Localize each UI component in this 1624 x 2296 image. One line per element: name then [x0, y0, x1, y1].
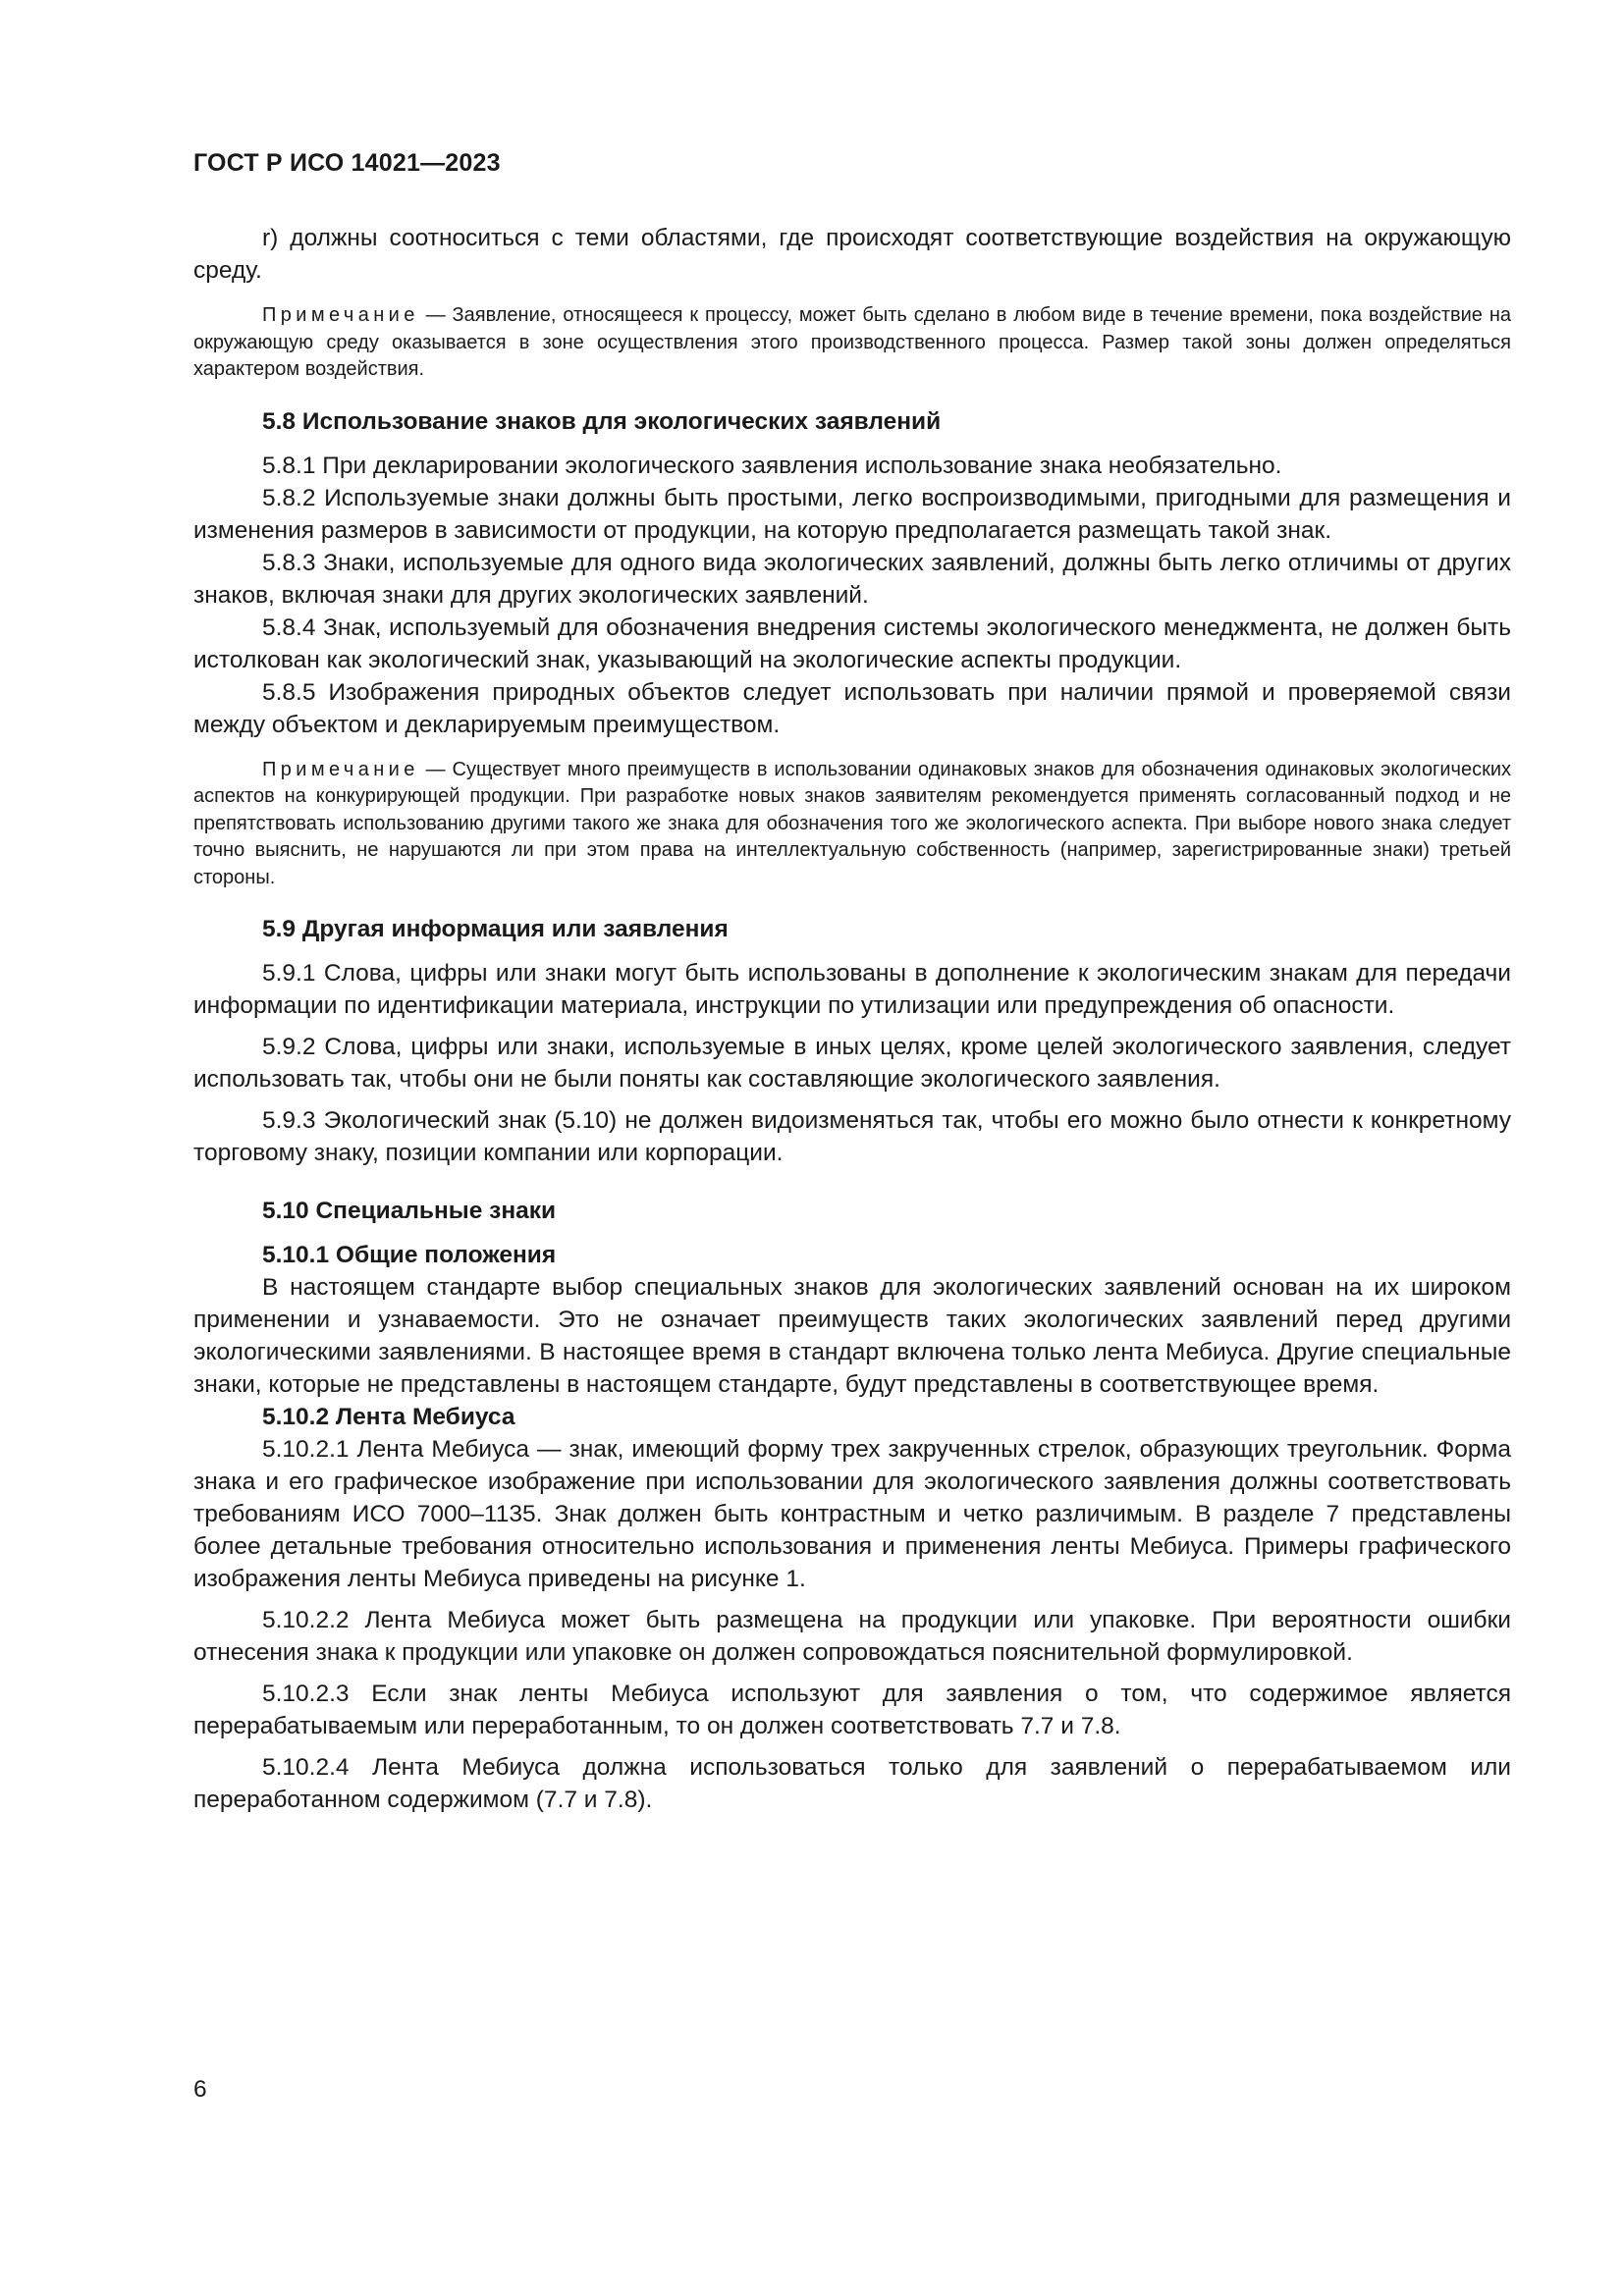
note-paragraph: [193, 757, 1511, 892]
clause-5-9-1: 5.9.1 Слова, цифры или знаки могут быть использованы в дополнение к экологическим знакам для передачи информации по идентификации материала, инструкции по утилизации или предупреждения об опасности.: [193, 960, 1511, 1019]
subsection-heading-5-10-2: 5.10.2 Лента Мебиуса: [262, 1404, 515, 1430]
clause-5-10-2-3: 5.10.2.3 Если знак ленты Мебиуса используют для заявления о том, что содержимое является перерабатываемым или переработанным, то он должен соответствовать 7.7 и 7.8.: [193, 1681, 1511, 1739]
section-heading-5-9: 5.9 Другая информация или заявления: [262, 916, 729, 942]
note-text: — Заявление, относящееся к процессу, может быть сделано в любом виде в течение времени, пока воздействие на окружающую среду оказывается в зоне осуществления этого производственного процесса. Размер такой зоны должен определяться характером воздействия.: [193, 304, 1511, 380]
section-heading-5-10: 5.10 Специальные знаки: [262, 1198, 557, 1224]
clause-5-8-3: 5.8.3 Знаки, используемые для одного вида экологических заявлений, должны быть легко отличимы от других знаков, включая знаки для других экологических заявлений.: [193, 549, 1511, 609]
clause-5-10-1-text: В настоящем стандарте выбор специальных знаков для экологических заявлений основан на их широком применении и узнаваемости. Это не означает преимуществ таких экологических заявлений перед другими экологическими заявлениями. В настоящее время в стандарт включена только лента Мебиуса. Другие специальные знаки, которые не представлены в настоящем стандарте, будут представлены в соответствующее время.: [193, 1274, 1511, 1398]
document-body: [193, 222, 1511, 1816]
note-label: Примечание: [262, 304, 419, 326]
list-item-r: r) должны соотноситься с теми областями, где происходят соответствующие воздействия на окружающую среду.: [193, 225, 1511, 284]
clause-5-9-3: 5.9.3 Экологический знак (5.10) не должен видоизменяться так, чтобы его можно было отнести к конкретному торговому знаку, позиции компании или корпорации.: [193, 1107, 1511, 1166]
document-header-title: ГОСТ Р ИСО 14021—2023: [193, 149, 501, 177]
clause-5-8-2: 5.8.2 Используемые знаки должны быть простыми, легко воспроизводимыми, пригодными для размещения и изменения размеров в зависимости от продукции, на которую предполагается размещать такой знак.: [193, 484, 1511, 544]
section-heading-5-8: 5.8 Использование знаков для экологических заявлений: [262, 407, 942, 435]
note-label: Примечание: [262, 758, 419, 780]
page-number: 6: [193, 2076, 207, 2103]
clause-5-9-2: 5.9.2 Слова, цифры или знаки, используемые в иных целях, кроме целей экологического заявления, следует использовать так, чтобы они не были поняты как составляющие экологического заявления.: [193, 1034, 1511, 1093]
clause-5-10-2-4: 5.10.2.4 Лента Мебиуса должна использоваться только для заявлений о перерабатываемом или переработанном содержимом (7.7 и 7.8).: [193, 1754, 1511, 1813]
note-paragraph: [193, 302, 1511, 384]
clause-5-10-2-2: 5.10.2.2 Лента Мебиуса может быть размещена на продукции или упаковке. При вероятности ошибки отнесения знака к продукции или упаковке он должен сопровождаться пояснительной формулировкой.: [193, 1607, 1511, 1666]
clause-5-8-4: 5.8.4 Знак, используемый для обозначения внедрения системы экологического менеджмента, не должен быть истолкован как экологический знак, указывающий на экологические аспекты продукции.: [193, 614, 1511, 673]
note-text: — Существует много преимуществ в использовании одинаковых знаков для обозначения одинаковых экологических аспектов на конкурирующей продукции. При разработке новых знаков заявителям рекомендуется применять согласованный подход и не препятствовать использованию другими такого же знака для обозначения того же экологического аспекта. При выборе нового знака следует точно выяснить, не нарушаются ли при этом права на интеллектуальную собственность (например, зарегистрированные знаки) третьей стороны.: [193, 758, 1511, 888]
clause-5-10-2-1: 5.10.2.1 Лента Мебиуса — знак, имеющий форму трех закрученных стрелок, образующих треугольник. Форма знака и его графическое изображение при использовании для экологического заявления должны соответствовать требованиям ИСО 7000–1135. Знак должен быть контрастным и четко различимым. В разделе 7 представлены более детальные требования относительно использования и применения ленты Мебиуса. Примеры графического изображения ленты Мебиуса приведены на рисунке 1.: [193, 1436, 1511, 1592]
clause-5-8-5: 5.8.5 Изображения природных объектов следует использовать при наличии прямой и проверяемой связи между объектом и декларируемым преимуществом.: [193, 678, 1511, 738]
clause-5-8-1: 5.8.1 При декларировании экологического заявления использование знака необязательно.: [262, 452, 1282, 479]
subsection-heading-5-10-1: 5.10.1 Общие положения: [262, 1242, 557, 1268]
